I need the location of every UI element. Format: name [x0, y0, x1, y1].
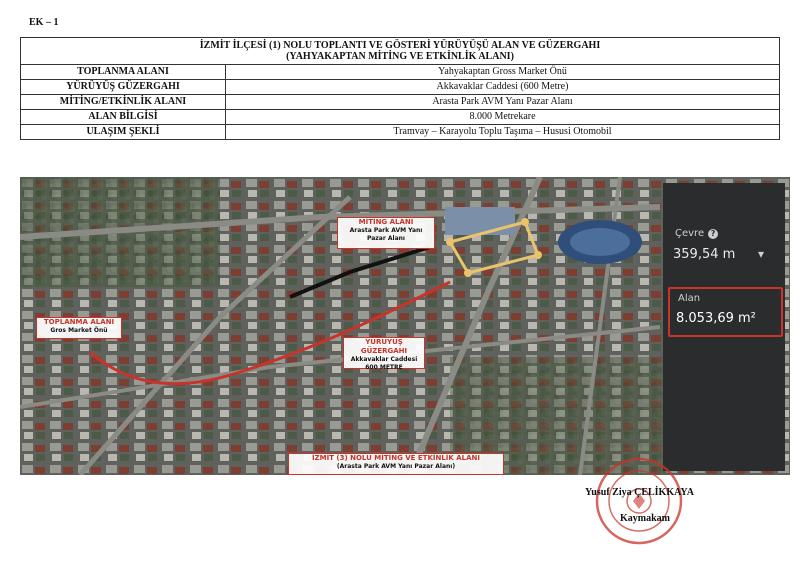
- callout-subtitle: Akkavaklar Caddesi: [350, 356, 418, 363]
- row-label: TOPLANMA ALANI: [21, 65, 226, 80]
- table-title: [21, 38, 780, 65]
- callout-title: TOPLANMA ALANI: [43, 318, 115, 326]
- row-label: MİTİNG/ETKİNLİK ALANI: [21, 95, 226, 110]
- signatory-name: Yusuf Ziya ÇELİKKAYA: [585, 487, 694, 498]
- info-table: [20, 37, 780, 140]
- area-name-callout: [288, 453, 504, 475]
- toplanma-area-callout: [36, 317, 122, 339]
- title-row: [21, 38, 780, 65]
- callout-title: MİTİNG ALANI: [358, 218, 414, 226]
- miting-area-callout: [337, 217, 435, 249]
- row-value: 8.000 Metrekare: [226, 110, 780, 125]
- table-row: [21, 80, 780, 95]
- callout-subtitle: Arasta Park AVM Yanı: [349, 227, 423, 234]
- perimeter-value: 359,54 m: [673, 247, 736, 262]
- row-label: ULAŞIM ŞEKLİ: [21, 125, 226, 140]
- title-line-2: (YAHYAKAPTAN MİTİNG VE ETKİNLİK ALANI): [286, 51, 514, 62]
- help-icon[interactable]: ?: [708, 229, 718, 239]
- area-label: Alan: [678, 293, 701, 304]
- row-value: Tramvay – Karayolu Toplu Taşıma – Hususi Otomobil: [226, 125, 780, 140]
- table-row: [21, 95, 780, 110]
- table-row: [21, 65, 780, 80]
- row-value: Yahyakaptan Gross Market Önü: [226, 65, 780, 80]
- callout-subtitle: Pazar Alanı: [367, 235, 405, 242]
- callout-title: İZMİT (3) NOLU MİTİNG VE ETKİNLİK ALANI: [311, 454, 481, 462]
- title-line-1: İZMİT İLÇESİ (1) NOLU TOPLANTI VE GÖSTERİ YÜRÜYÜŞÜ ALAN VE GÜZERGAHI: [199, 40, 601, 51]
- perimeter-label: [675, 228, 718, 239]
- row-value: Arasta Park AVM Yanı Pazar Alanı: [226, 95, 780, 110]
- yuruyus-route-callout: [343, 337, 425, 369]
- callout-title: YÜRÜYÜŞ GÜZERGAHI: [360, 338, 408, 355]
- official-stamp-icon: [593, 455, 685, 547]
- chevron-down-icon[interactable]: ▾: [758, 247, 765, 261]
- table-row: [21, 110, 780, 125]
- perimeter-label-text: Çevre: [675, 228, 705, 239]
- row-label: ALAN BİLGİSİ: [21, 110, 226, 125]
- table-row: [21, 125, 780, 140]
- callout-subtitle: (Arasta Park AVM Yanı Pazar Alanı): [336, 463, 456, 470]
- signatory-title: Kaymakam: [620, 513, 670, 524]
- area-box: [668, 287, 783, 337]
- callout-subtitle: 600 METRE: [365, 364, 403, 371]
- annex-label: EK – 1: [29, 17, 59, 28]
- measure-panel: [663, 183, 785, 471]
- callout-subtitle: Gros Market Önü: [50, 327, 108, 334]
- row-value: Akkavaklar Caddesi (600 Metre): [226, 80, 780, 95]
- area-value: 8.053,69 m²: [676, 311, 756, 326]
- row-label: YÜRÜYÜŞ GÜZERGAHI: [21, 80, 226, 95]
